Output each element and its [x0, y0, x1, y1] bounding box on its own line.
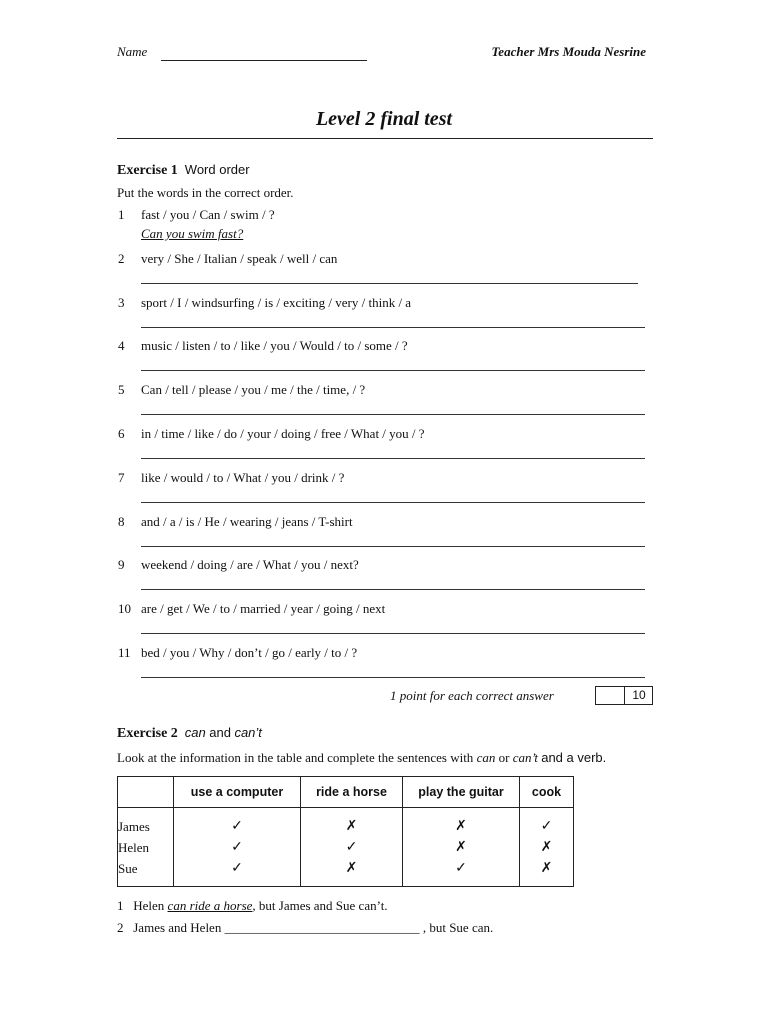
check-mark-icon: ✓ — [231, 818, 243, 834]
answer-line[interactable] — [141, 370, 645, 371]
exercise2-topic-can: can — [184, 725, 206, 740]
item-number: 5 — [118, 382, 125, 398]
marks-cell — [403, 808, 520, 887]
exercise2-instruction — [117, 750, 606, 766]
marks-cell — [520, 808, 574, 887]
word-prompt: music / listen / to / like / you / Would / to / some / ? — [141, 338, 408, 354]
answer-line[interactable] — [141, 283, 638, 284]
word-prompt: in / time / like / do / your / doing / free / What / you / ? — [141, 426, 425, 441]
row-name: Sue — [118, 860, 138, 876]
item-number: 8 — [118, 513, 125, 529]
word-prompt: weekend / doing / are / What / you / next? — [141, 557, 359, 573]
cross-mark-icon: ✗ — [540, 860, 553, 876]
item-number: 6 — [118, 426, 125, 441]
exercise2-topic-cant: can’t — [234, 725, 262, 740]
answer-line[interactable] — [141, 414, 645, 415]
instruction-end: and a verb. — [541, 750, 607, 765]
word-prompt: fast / you / Can / swim / ? — [141, 207, 275, 222]
word-prompt: sport / I / windsurfing / is / exciting / very / think / a — [141, 294, 412, 310]
item-number: 3 — [118, 294, 125, 310]
sentence-number: 2 — [117, 920, 124, 935]
word-prompt: very / She / Italian / speak / well / can — [141, 250, 338, 266]
table-header-row — [118, 777, 574, 808]
score-text: 1 point for each correct answer — [390, 688, 554, 703]
instruction-text: Look at the information in the table and complete the sentences with — [117, 750, 474, 765]
example-answer: Can you swim fast? — [141, 226, 244, 241]
word-prompt: Can / tell / please / you / me / the / time, / ? — [141, 382, 366, 398]
check-mark-icon: ✓ — [345, 839, 358, 855]
sentence-end: , but Sue can. — [422, 920, 494, 935]
word-prompt: like / would / to / What / you / drink / ? — [141, 469, 345, 485]
page-title: Level 2 final test — [315, 108, 453, 130]
sentence-2 — [117, 920, 493, 936]
answer-blank[interactable]: ______________________________ — [224, 920, 420, 935]
item-number: 4 — [118, 338, 125, 354]
sentence-start: James and Helen — [133, 920, 222, 935]
exercise1-instruction: Put the words in the correct order. — [117, 185, 294, 200]
teacher-name: Teacher Mrs Mouda Nesrine — [491, 44, 646, 59]
word-prompt: are / get / We / to / married / year / going / next — [141, 601, 386, 617]
exercise2-topic-and: and — [209, 725, 231, 740]
cross-mark-icon: ✗ — [345, 818, 358, 834]
answer-line[interactable] — [141, 546, 645, 547]
word-prompt: bed / you / Why / don’t / go / early / to / ? — [141, 645, 358, 660]
sentence-1 — [117, 898, 388, 914]
col-header: cook — [520, 777, 574, 808]
cross-mark-icon: ✗ — [540, 839, 553, 855]
table-body-row — [118, 808, 574, 887]
col-header: use a computer — [174, 777, 301, 808]
example-answer: can ride a horse — [167, 898, 253, 913]
answer-line[interactable] — [141, 677, 645, 678]
check-mark-icon: ✓ — [455, 860, 467, 876]
answer-line[interactable] — [141, 327, 645, 328]
row-name: James — [118, 818, 150, 834]
row-name: Helen — [118, 839, 150, 855]
cross-mark-icon: ✗ — [455, 818, 467, 834]
exercise1-label: Exercise 1 — [117, 163, 178, 178]
names-cell — [118, 808, 174, 887]
score-box — [595, 686, 653, 705]
instruction-cant: can’t — [512, 750, 538, 765]
cross-mark-icon: ✗ — [345, 860, 358, 876]
sentence-number: 1 — [117, 898, 124, 913]
item-number: 1 — [118, 207, 125, 222]
item-number: 7 — [118, 469, 125, 485]
answer-line[interactable] — [141, 458, 645, 459]
name-label: Name — [117, 44, 148, 59]
col-header: ride a horse — [301, 777, 403, 808]
instruction-or: or — [498, 750, 510, 765]
word-prompt: and / a / is / He / wearing / jeans / T-shirt — [141, 513, 353, 529]
item-number: 2 — [118, 250, 125, 266]
cross-mark-icon: ✗ — [455, 839, 467, 855]
item-number: 9 — [118, 557, 125, 573]
exercise1-topic: Word order — [184, 162, 250, 177]
check-mark-icon: ✓ — [231, 860, 243, 876]
item-number: 10 — [118, 601, 131, 617]
score-max: 10 — [624, 687, 653, 704]
answer-line[interactable] — [141, 633, 645, 634]
name-field[interactable] — [161, 60, 367, 61]
exercise2-heading — [117, 725, 262, 742]
ability-table — [117, 776, 574, 887]
exercise2-label: Exercise 2 — [117, 726, 178, 741]
table-corner-cell — [118, 777, 174, 808]
answer-line[interactable] — [141, 502, 645, 503]
instruction-can: can — [476, 750, 496, 765]
marks-cell — [301, 808, 403, 887]
answer-line[interactable] — [141, 589, 645, 590]
exercise1-heading — [117, 162, 250, 179]
check-mark-icon: ✓ — [540, 818, 553, 834]
sentence-start: Helen — [133, 898, 165, 913]
sentence-end: , but James and Sue can’t. — [252, 898, 388, 913]
marks-cell — [174, 808, 301, 887]
title-divider — [117, 138, 653, 139]
item-number: 11 — [118, 645, 131, 660]
check-mark-icon: ✓ — [231, 839, 243, 855]
col-header: play the guitar — [403, 777, 520, 808]
